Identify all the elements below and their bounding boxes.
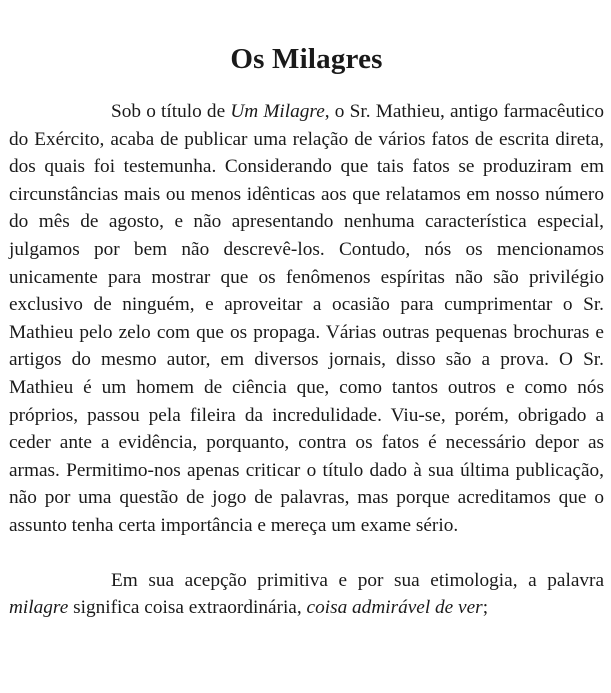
body-paragraph-2	[9, 567, 604, 622]
text-run: significa coisa extraordinária,	[68, 597, 307, 619]
text-run: , o Sr. Mathieu, antigo farmacêutico do Exército, acaba de publicar uma relação de vários fatos de escrita direta, dos quais foi testemunha. Considerando que tais fatos se produziram em circunstâncias mais ou menos idênticas aos que relatamos em nosso número do mês de agosto, e não apresentando nenhuma característica especial, julgamos por bem não descrevê-los. Contudo, nós os mencionamos unicamente para mostrar que os fenômenos espíritas não são privilégio exclusivo de ninguém, e aproveitar a ocasião para cumprimentar o Sr. Mathieu pelo zelo com que os propaga. Várias outras pequenas brochuras e artigos do mesmo autor, em diversos jornais, disso são a prova. O Sr. Mathieu é um homem de ciência que, como tantos outros e como nós próprios, passou pela fileira da incredulidade. Viu-se, porém, obrigado a ceder ante a evidência, porquanto, contra os fatos é necessário depor as armas. Permitimo-nos apenas criticar o título dado à sua última publicação, não por uma questão de jogo de palavras, mas porque acreditamos que o assunto tenha certa importância e mereça um exame sério.	[9, 101, 604, 536]
italic-text-run: milagre	[9, 597, 69, 619]
italic-text-run: Um Milagre	[230, 101, 325, 122]
text-run: Em sua acepção primitiva e por sua etimologia, a palavra	[111, 569, 604, 591]
text-run: Sob o título de	[111, 101, 231, 122]
body-paragraph-1	[9, 98, 604, 540]
text-run: ;	[482, 597, 489, 619]
page-title: Os Milagres	[230, 43, 383, 75]
italic-text-run: coisa admirável de ver	[306, 597, 483, 619]
